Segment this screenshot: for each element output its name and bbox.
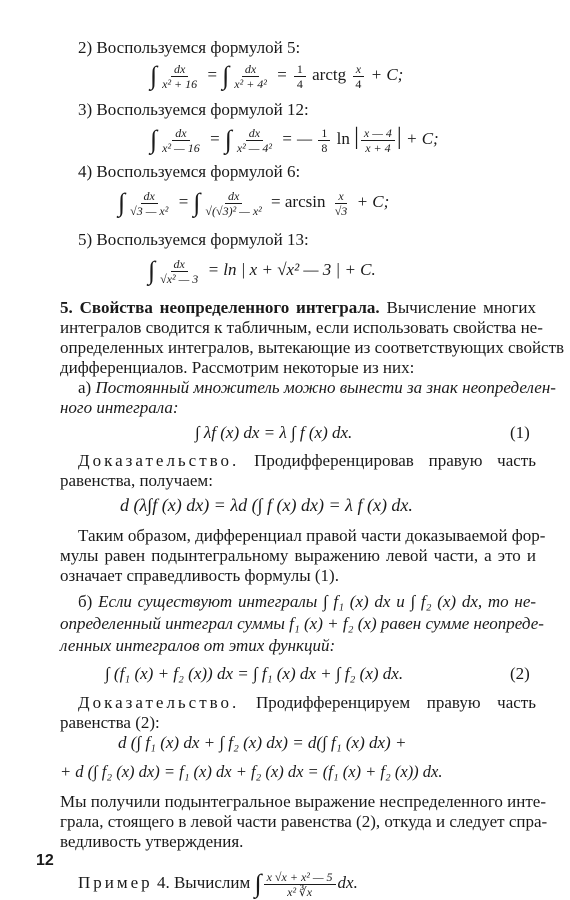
property-a-line-1: а) Постоянный множитель можно вынести за знак неопределен-	[78, 378, 556, 397]
property-b-line-3: ленных интегралов от этих функций:	[60, 636, 336, 655]
formula-proof-1: d (λ∫f (x) dx) = λd (∫ f (x) dx) = λ f (x) dx.	[120, 495, 413, 515]
section-5-line-4: дифференциалов. Рассмотрим некоторые из них:	[60, 358, 415, 377]
property-b-line-1: б) Если существуют интегралы ∫ f₁ (x) dx и ∫ f₂ (x) dx, то не-	[78, 592, 537, 611]
property-b-line-2: определенный интеграл суммы f₁ (x) + f₂ (x) равен сумме неопреде-	[60, 614, 544, 633]
formula-item-2: ∫ $\frac{dx}{\text{x² + 16}}$ = ∫ $\frac{dx}{\text{x² + 4²}}$ = $\frac{1}{4}$ arctg $\frac{x}{4}$ + C;	[150, 61, 404, 91]
section-5-line-1: 5. Свойства неопределенного интеграла. Вычисление многих	[60, 298, 536, 317]
property-a-line-2: ного интеграла:	[60, 398, 179, 417]
conclusion-1-line-2: мулы равен подынтегральному выражению левой части, а это и	[60, 546, 536, 565]
conclusion-1-line-1: Таким образом, дифференциал правой части доказываемой фор-	[78, 526, 546, 545]
proof-2-line-1: Доказательство. Продифференцируем правую часть	[78, 693, 536, 712]
item-5-label: 5) Воспользуемся формулой 13:	[78, 230, 309, 249]
item-3-label: 3) Воспользуемся формулой 12:	[78, 100, 309, 119]
formula-proof-2-line-2: + d (∫ f₂ (x) dx) = f₁ (x) dx + f₂ (x) dx = (f₁ (x) + f₂ (x)) dx.	[60, 762, 443, 781]
formula-item-3: ∫ $\frac{dx}{\text{x² — 16}}$ = ∫ $\frac{dx}{\text{x² — 4²}}$ = — $\frac{1}{8}$ ln | $\frac{x — 4}{x + 4}$ | + C;	[150, 124, 439, 155]
formula-2-number: (2)	[510, 664, 530, 683]
conclusion-2-line-3: ведливость утверждения.	[60, 832, 244, 851]
section-5-line-2: интегралов сводится к табличным, если использовать свойства не-	[60, 318, 543, 337]
section-5-line-3: определенных интегралов, вытекающие из соответствующих свойств	[60, 338, 565, 357]
formula-proof-2-line-1: d (∫ f₁ (x) dx + ∫ f₂ (x) dx) = d(∫ f₁ (x) dx) +	[118, 733, 407, 752]
proof-2-line-2: равенства (2):	[60, 713, 160, 732]
section-5-title: 5. Свойства неопределенного интеграла.	[60, 298, 380, 317]
formula-item-5: ∫ $\frac{dx}{\text{√x² — 3}}$ = ln | x + √x² — 3 | + C.	[148, 256, 376, 286]
item-4-label: 4) Воспользуемся формулой 6:	[78, 162, 301, 181]
formula-1-number: (1)	[510, 423, 530, 442]
item-2-label: 2) Воспользуемся формулой 5:	[78, 38, 301, 57]
formula-item-4: ∫ $\frac{dx}{\text{√3 — x²}}$ = ∫ $\frac{dx}{\text{√(√3)² — x²}}$ = arcsin $\frac{x}{√3}$ + C;	[118, 188, 390, 218]
conclusion-1-line-3: означает справедливость формулы (1).	[60, 566, 339, 585]
formula-2: ∫ (f₁ (x) + f₂ (x)) dx = ∫ f₁ (x) dx + ∫ f₂ (x) dx.	[105, 664, 404, 683]
proof-1-line-2: равенства, получаем:	[60, 471, 213, 490]
conclusion-2-line-1: Мы получили подынтегральное выражение неспределенного инте-	[60, 792, 547, 811]
formula-1: ∫ λf (x) dx = λ ∫ f (x) dx.	[195, 423, 353, 442]
example-4: Пример 4. Вычислим ∫ $\frac{\text{x √x + x² — 5}}{\text{x² ∛x}}$ dx.	[78, 869, 358, 899]
page-number: 12	[36, 852, 54, 869]
conclusion-2-line-2: грала, стоящего в левой части равенства (2), откуда и следует спра-	[60, 812, 548, 831]
proof-1-line-1: Доказательство. Продифференцировав правую часть	[78, 451, 536, 470]
